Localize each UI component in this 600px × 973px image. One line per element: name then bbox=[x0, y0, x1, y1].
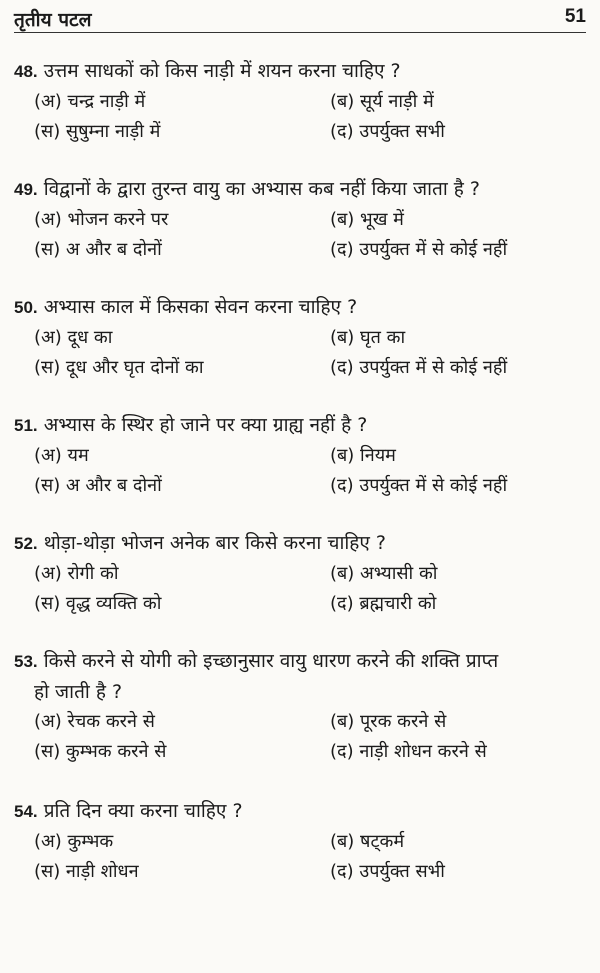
option-a: (अ) रोगी को bbox=[34, 563, 119, 584]
option-b: (ब) अभ्यासी को bbox=[330, 563, 438, 584]
option-b: (ब) नियम bbox=[330, 445, 396, 466]
option-c: (स) नाड़ी शोधन bbox=[34, 861, 139, 882]
question-50 bbox=[14, 292, 586, 383]
question-number: 48. bbox=[14, 62, 38, 81]
question-49 bbox=[14, 174, 586, 265]
option-b: (ब) षट्कर्म bbox=[330, 831, 405, 852]
question-number: 53. bbox=[14, 652, 38, 671]
option-a: (अ) यम bbox=[34, 445, 89, 466]
option-d: (द) उपर्युक्त में से कोई नहीं bbox=[330, 475, 508, 496]
option-d: (द) उपर्युक्त में से कोई नहीं bbox=[330, 239, 508, 260]
question-48 bbox=[14, 56, 586, 147]
question-number: 52. bbox=[14, 534, 38, 553]
question-text-continued: हो जाती है ? bbox=[34, 681, 123, 703]
option-a: (अ) रेचक करने से bbox=[34, 711, 155, 732]
option-d: (द) उपर्युक्त सभी bbox=[330, 121, 445, 142]
option-c: (स) अ और ब दोनों bbox=[34, 239, 162, 260]
question-number: 54. bbox=[14, 802, 38, 821]
option-b: (ब) भूख में bbox=[330, 209, 404, 230]
question-54 bbox=[14, 796, 586, 887]
option-d: (द) ब्रह्मचारी को bbox=[330, 593, 437, 614]
option-c: (स) सुषुम्ना नाड़ी में bbox=[34, 121, 161, 142]
question-text: अभ्यास के स्थिर हो जाने पर क्या ग्राह्य नहीं है ? bbox=[43, 414, 368, 436]
option-a: (अ) चन्द्र नाड़ी में bbox=[34, 91, 146, 112]
question-number: 51. bbox=[14, 416, 38, 435]
question-53 bbox=[14, 646, 586, 767]
question-text: अभ्यास काल में किसका सेवन करना चाहिए ? bbox=[43, 296, 358, 318]
option-b: (ब) सूर्य नाड़ी में bbox=[330, 91, 434, 112]
question-text: प्रति दिन क्या करना चाहिए ? bbox=[43, 800, 243, 822]
option-d: (द) उपर्युक्त सभी bbox=[330, 861, 445, 882]
page-header bbox=[14, 6, 586, 33]
option-a: (अ) दूध का bbox=[34, 327, 113, 348]
chapter-title: तृतीय पटल bbox=[14, 9, 92, 31]
page-number: 51 bbox=[564, 6, 586, 27]
question-text: किसे करने से योगी को इच्छानुसार वायु धारण करने की शक्ति प्राप्त bbox=[43, 650, 499, 672]
question-51 bbox=[14, 410, 586, 501]
option-d: (द) नाड़ी शोधन करने से bbox=[330, 741, 487, 762]
option-b: (ब) पूरक करने से bbox=[330, 711, 447, 732]
option-d: (द) उपर्युक्त में से कोई नहीं bbox=[330, 357, 508, 378]
question-number: 49. bbox=[14, 180, 38, 199]
option-a: (अ) भोजन करने पर bbox=[34, 209, 169, 230]
option-a: (अ) कुम्भक bbox=[34, 831, 114, 852]
question-52 bbox=[14, 528, 586, 619]
option-c: (स) वृद्ध व्यक्ति को bbox=[34, 593, 162, 614]
question-text: विद्वानों के द्वारा तुरन्त वायु का अभ्यास कब नहीं किया जाता है ? bbox=[43, 178, 480, 200]
option-c: (स) कुम्भक करने से bbox=[34, 741, 167, 762]
question-text: थोड़ा-थोड़ा भोजन अनेक बार किसे करना चाहिए ? bbox=[43, 532, 387, 554]
option-c: (स) दूध और घृत दोनों का bbox=[34, 357, 204, 378]
question-number: 50. bbox=[14, 298, 38, 317]
option-c: (स) अ और ब दोनों bbox=[34, 475, 162, 496]
option-b: (ब) घृत का bbox=[330, 327, 406, 348]
question-text: उत्तम साधकों को किस नाड़ी में शयन करना चाहिए ? bbox=[43, 60, 401, 82]
